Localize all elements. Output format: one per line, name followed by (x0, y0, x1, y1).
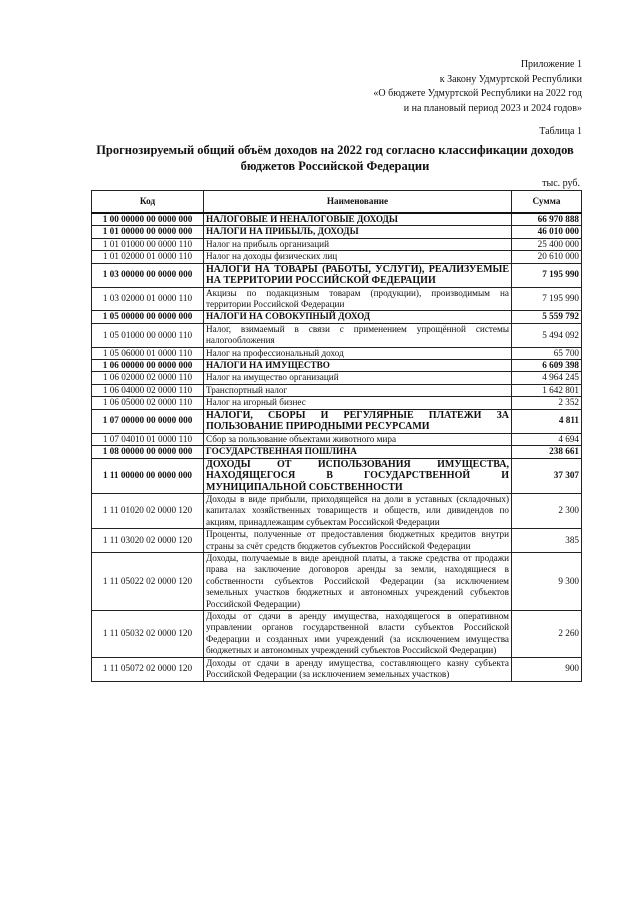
cell-code: 1 01 02000 01 0000 110 (92, 251, 204, 263)
cell-name: НАЛОГИ НА ИМУЩЕСТВО (204, 360, 512, 372)
cell-sum: 2 260 (512, 611, 582, 658)
table-row (92, 226, 582, 238)
document-title: Прогнозируемый общий объём доходов на 2022 год согласно классификации доходов бюджетов Российской Федерации (96, 143, 574, 173)
table-row (92, 323, 582, 347)
cell-name: Налог на профессиональный доход (204, 347, 512, 359)
cell-code: 1 11 05072 02 0000 120 (92, 657, 204, 681)
cell-name: Сбор за пользование объектами животного мира (204, 433, 512, 445)
table-row (92, 213, 582, 226)
cell-sum: 385 (512, 529, 582, 553)
cell-name: НАЛОГИ НА ТОВАРЫ (РАБОТЫ, УСЛУГИ), РЕАЛИЗУЕМЫЕ НА ТЕРРИТОРИИ РОССИЙСКОЙ ФЕДЕРАЦИИ (204, 263, 512, 287)
table-row (92, 446, 582, 458)
cell-code: 1 11 01020 02 0000 120 (92, 494, 204, 529)
header-sum: Сумма (512, 191, 582, 214)
cell-name: Налог, взимаемый в связи с применением упрощённой системы налогообложения (204, 323, 512, 347)
table-row (92, 611, 582, 658)
cell-sum: 65 700 (512, 347, 582, 359)
cell-name: Доходы в виде прибыли, приходящейся на доли в уставных (складочных) капиталах хозяйственных товариществ и обществ, или дивидендов по акциям, принадлежащим субъектам Российской Федерации (204, 494, 512, 529)
cell-code: 1 06 00000 00 0000 000 (92, 360, 204, 372)
cell-code: 1 06 02000 02 0000 110 (92, 372, 204, 384)
cell-sum: 5 494 092 (512, 323, 582, 347)
table-row (92, 553, 582, 611)
cell-sum: 9 300 (512, 553, 582, 611)
cell-sum: 6 609 398 (512, 360, 582, 372)
cell-name: Доходы, получаемые в виде арендной платы, а также средства от продажи права на заключение договоров аренды за земли, находящиеся в собственности субъектов Российской Федерации (за исключением земельных участков бюджетных и автономных учреждений субъектов Российской Федерации) (204, 553, 512, 611)
cell-code: 1 00 00000 00 0000 000 (92, 213, 204, 226)
cell-sum: 7 195 990 (512, 287, 582, 311)
table-row (92, 238, 582, 250)
cell-name: Налог на прибыль организаций (204, 238, 512, 250)
cell-sum: 46 010 000 (512, 226, 582, 238)
cell-sum: 2 300 (512, 494, 582, 529)
cell-name: ДОХОДЫ ОТ ИСПОЛЬЗОВАНИЯ ИМУЩЕСТВА, НАХОДЯЩЕГОСЯ В ГОСУДАРСТВЕННОЙ И МУНИЦИПАЛЬНОЙ СОБСТВЕННОСТИ (204, 458, 512, 494)
table-header-row (92, 191, 582, 214)
cell-sum: 37 307 (512, 458, 582, 494)
cell-code: 1 11 00000 00 0000 000 (92, 458, 204, 494)
cell-sum: 25 400 000 (512, 238, 582, 250)
table-row (92, 409, 582, 433)
table-row (92, 657, 582, 681)
cell-sum: 900 (512, 657, 582, 681)
appendix-line-2: к Закону Удмуртской Республики (439, 73, 582, 85)
table-row (92, 433, 582, 445)
cell-name: НАЛОГИ НА СОВОКУПНЫЙ ДОХОД (204, 311, 512, 323)
cell-name: Налог на доходы физических лиц (204, 251, 512, 263)
cell-sum: 4 964 245 (512, 372, 582, 384)
cell-code: 1 06 05000 02 0000 110 (92, 397, 204, 409)
table-row (92, 311, 582, 323)
cell-name: Проценты, полученные от предоставления бюджетных кредитов внутри страны за счёт средств бюджетов субъектов Российской Федерации (204, 529, 512, 553)
revenue-table (91, 190, 582, 682)
table-row (92, 263, 582, 287)
cell-sum: 238 661 (512, 446, 582, 458)
appendix-line-3: «О бюджете Удмуртской Республики на 2022 год (373, 88, 582, 99)
appendix-line-1: Приложение 1 (520, 59, 582, 70)
table-row (92, 347, 582, 359)
table-row (92, 494, 582, 529)
cell-code: 1 01 00000 00 0000 000 (92, 226, 204, 238)
table-row (92, 372, 582, 384)
cell-name: ГОСУДАРСТВЕННАЯ ПОШЛИНА (204, 446, 512, 458)
cell-name: Транспортный налог (204, 384, 512, 396)
cell-sum: 2 352 (512, 397, 582, 409)
cell-code: 1 11 03020 02 0000 120 (92, 529, 204, 553)
cell-code: 1 03 02000 01 0000 110 (92, 287, 204, 311)
cell-sum: 4 811 (512, 409, 582, 433)
cell-sum: 20 610 000 (512, 251, 582, 263)
appendix-header (373, 58, 582, 116)
cell-sum: 7 195 990 (512, 263, 582, 287)
table-row (92, 287, 582, 311)
unit-label: тыс. руб. (542, 178, 580, 189)
cell-code: 1 11 05022 02 0000 120 (92, 553, 204, 611)
cell-code: 1 03 00000 00 0000 000 (92, 263, 204, 287)
table-row (92, 529, 582, 553)
cell-code: 1 05 06000 01 0000 110 (92, 347, 204, 359)
cell-name: НАЛОГИ НА ПРИБЫЛЬ, ДОХОДЫ (204, 226, 512, 238)
cell-code: 1 07 00000 00 0000 000 (92, 409, 204, 433)
cell-sum: 1 642 801 (512, 384, 582, 396)
cell-code: 1 08 00000 00 0000 000 (92, 446, 204, 458)
header-name: Наименование (204, 191, 512, 214)
cell-sum: 66 970 888 (512, 213, 582, 226)
cell-name: Доходы от сдачи в аренду имущества, составляющего казну субъекта Российской Федерации (за исключением земельных участков) (204, 657, 512, 681)
cell-code: 1 06 04000 02 0000 110 (92, 384, 204, 396)
cell-code: 1 07 04010 01 0000 110 (92, 433, 204, 445)
cell-name: Доходы от сдачи в аренду имущества, находящегося в оперативном управлении органов государственной власти субъектов Российской Федерации и созданных ими учреждений (за исключением имущества бюджетных и автономных учреждений субъектов Российской Федерации) (204, 611, 512, 658)
table-label: Таблица 1 (539, 126, 582, 137)
cell-name: НАЛОГИ, СБОРЫ И РЕГУЛЯРНЫЕ ПЛАТЕЖИ ЗА ПОЛЬЗОВАНИЕ ПРИРОДНЫМИ РЕСУРСАМИ (204, 409, 512, 433)
cell-name: Налог на игорный бизнес (204, 397, 512, 409)
table-row (92, 397, 582, 409)
table-row (92, 251, 582, 263)
cell-sum: 4 694 (512, 433, 582, 445)
cell-code: 1 05 01000 00 0000 110 (92, 323, 204, 347)
cell-sum: 5 559 792 (512, 311, 582, 323)
cell-code: 1 05 00000 00 0000 000 (92, 311, 204, 323)
cell-name: Акцизы по подакцизным товарам (продукции), производимым на территории Российской Федерации (204, 287, 512, 311)
cell-name: Налог на имущество организаций (204, 372, 512, 384)
table-row (92, 384, 582, 396)
cell-name: НАЛОГОВЫЕ И НЕНАЛОГОВЫЕ ДОХОДЫ (204, 213, 512, 226)
cell-code: 1 01 01000 00 0000 110 (92, 238, 204, 250)
cell-code: 1 11 05032 02 0000 120 (92, 611, 204, 658)
header-code: Код (92, 191, 204, 214)
table-row (92, 360, 582, 372)
table-row (92, 458, 582, 494)
appendix-line-4: и на плановый период 2023 и 2024 годов» (403, 102, 582, 114)
